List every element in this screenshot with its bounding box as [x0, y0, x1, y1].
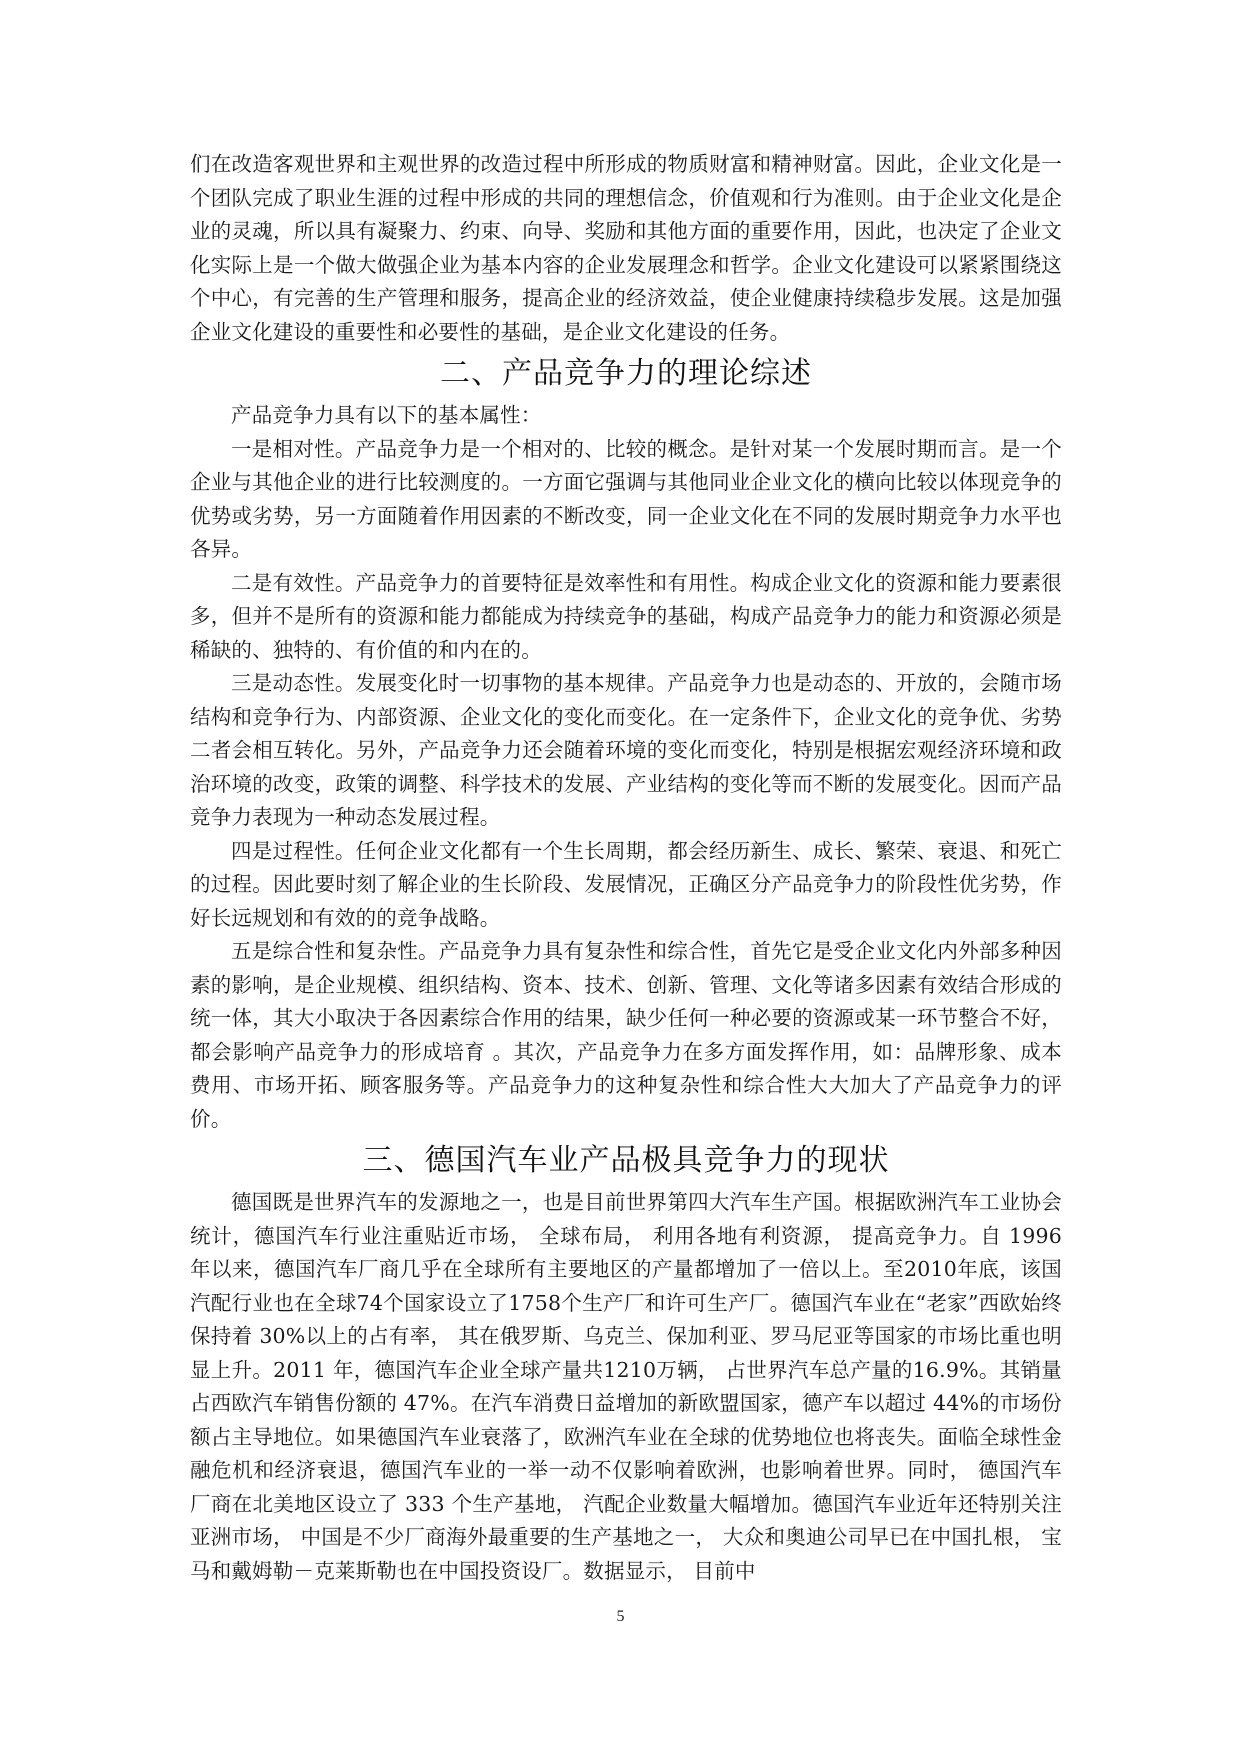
page-body	[190, 148, 1062, 1588]
section-2-paragraph: 一是相对性。产品竞争力是一个相对的、比较的概念。是针对某一个发展时期而言。是一个企业与其他企业的进行比较测度的。一方面它强调与其他同业企业文化的横向比较以体现竞争的优势或劣势，另一方面随着作用因素的不断改变，同一企业文化在不同的发展时期竞争力水平也各异。	[190, 436, 1062, 561]
page-number: 5	[616, 1608, 625, 1625]
section-2-paragraph: 二是有效性。产品竞争力的首要特征是效率性和有用性。构成企业文化的资源和能力要素很多，但并不是所有的资源和能力都能成为持续竞争的基础，构成产品竞争力的能力和资源必须是稀缺的、独特的、有价值的和内在的。	[190, 570, 1062, 662]
section-3-heading: 三、德国汽车业产品极具竞争力的现状	[362, 1143, 890, 1178]
section-2-paragraph: 三是动态性。发展变化时一切事物的基本规律。产品竞争力也是动态的、开放的，会随市场结构和竞争行为、内部资源、企业文化的变化而变化。在一定条件下，企业文化的竞争优、劣势二者会相互转化。另外，产品竞争力还会随着环境的变化而变化，特别是根据宏观经济环境和政治环境的改变，政策的调整、科学技术的发展、产业结构的变化等而不断的发展变化。因而产品竞争力表现为一种动态发展过程。	[190, 671, 1062, 829]
section-3-paragraph: 德国既是世界汽车的发源地之一，也是目前世界第四大汽车生产国。根据欧洲汽车工业协会统计，德国汽车行业注重贴近市场， 全球布局， 利用各地有利资源， 提高竞争力。自 1996 年以来，德国汽车厂商几乎在全球所有主要地区的产量都增加了一倍以上。至2010年底，该国汽配行业也在全球74个国家设立了1758个生产厂和许可生产厂。德国汽车业在“老家”西欧始终保持着 30%以上的占有率， 其在俄罗斯、乌克兰、保加利亚、罗马尼亚等国家的市场比重也明显上升。2011 年，德国汽车企业全球产量共1210万辆， 占世界汽车总产量的16.9%。其销量占西欧汽车销售份额的 47%。在汽车消费日益增加的新欧盟国家，德产车以超过 44%的市场份额占主导地位。如果德国汽车业衰落了，欧洲汽车业在全球的优势地位也将丧失。面临全球性金融危机和经济衰退，德国汽车业的一举一动不仅影响着欧洲，也影响着世界。同时， 德国汽车厂商在北美地区设立了 333 个生产基地， 汽配企业数量大幅增加。德国汽车业近年还特别关注亚洲市场， 中国是不少厂商海外最重要的生产基地之一， 大众和奥迪公司早已在中国扎根， 宝马和戴姆勒－克莱斯勒也在中国投资设厂。数据显示， 目前中	[190, 1190, 1062, 1583]
intro-paragraph: 们在改造客观世界和主观世界的改造过程中所形成的物质财富和精神财富。因此，企业文化是一个团队完成了职业生涯的过程中形成的共同的理想信念，价值观和行为准则。由于企业文化是企业的灵魂，所以具有凝聚力、约束、向导、奖励和其他方面的重要作用，因此，也决定了企业文化实际上是一个做大做强企业为基本内容的企业发展理念和哲学。企业文化建设可以紧紧围绕这个中心，有完善的生产管理和服务，提高企业的经济效益，使企业健康持续稳步发展。这是加强企业文化建设的重要性和必要性的基础，是企业文化建设的任务。	[190, 152, 1062, 344]
section-2-paragraph: 五是综合性和复杂性。产品竞争力具有复杂性和综合性，首先它是受企业文化内外部多种因素的影响，是企业规模、组织结构、资本、技术、创新、管理、文化等诸多因素有效结合形成的统一体，其大小取决于各因素综合作用的结果，缺少任何一种必要的资源或某一环节整合不好，都会影响产品竞争力的形成培育 。其次，产品竞争力在多方面发挥作用，如：品牌形象、成本费用、市场开拓、顾客服务等。产品竞争力的这种复杂性和综合性大大加大了产品竞争力的评价。	[190, 939, 1062, 1131]
section-2-heading: 二、产品竞争力的理论综述	[440, 356, 812, 391]
section-2-paragraph: 产品竞争力具有以下的基本属性：	[231, 403, 542, 427]
section-2-paragraph: 四是过程性。任何企业文化都有一个生长周期，都会经历新生、成长、繁荣、衰退、和死亡的过程。因此要时刻了解企业的生长阶段、发展情况，正确区分产品竞争力的阶段性优劣势，作好长远规划和有效的的竞争战略。	[190, 838, 1062, 930]
